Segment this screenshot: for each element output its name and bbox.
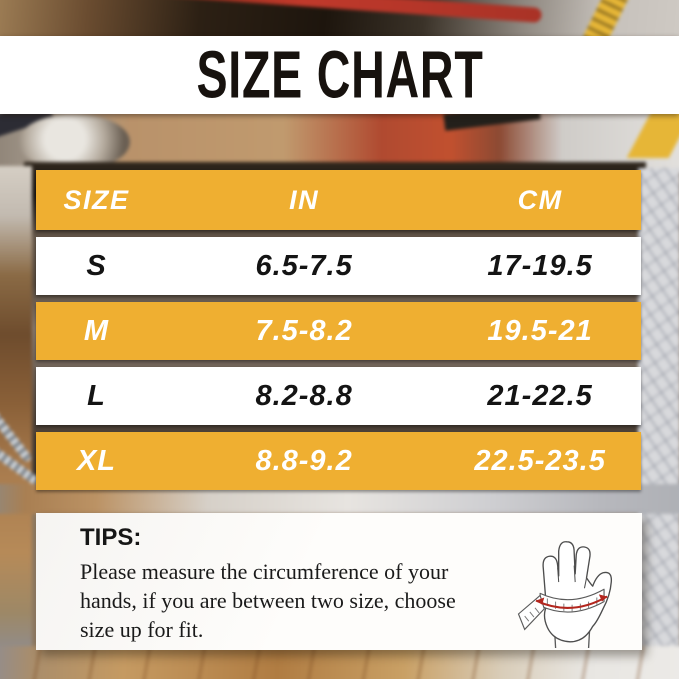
cell-size: XL xyxy=(76,444,117,477)
size-table xyxy=(36,170,641,497)
cell-cm: 19.5-21 xyxy=(487,314,593,347)
cell-in: 8.8-9.2 xyxy=(255,444,353,477)
hand-measure-icon xyxy=(510,514,628,648)
cell-cm: 22.5-23.5 xyxy=(474,444,606,477)
tips-line: size up for fit. xyxy=(80,617,204,642)
table-row xyxy=(36,237,641,295)
cell-size: S xyxy=(86,249,107,282)
tips-panel xyxy=(36,513,642,650)
title-banner xyxy=(0,36,679,114)
cell-in: 7.5-8.2 xyxy=(255,314,353,347)
cell-cm: 21-22.5 xyxy=(487,379,593,412)
cell-size: M xyxy=(83,314,110,347)
column-header-cm: CM xyxy=(517,184,563,215)
cell-in: 6.5-7.5 xyxy=(255,249,353,282)
table-header-row xyxy=(36,170,641,230)
tips-heading: TIPS: xyxy=(80,524,142,551)
photo-left-edge xyxy=(0,166,32,662)
column-header-in: IN xyxy=(289,184,320,215)
cell-in: 8.2-8.8 xyxy=(255,379,353,412)
cell-cm: 17-19.5 xyxy=(487,249,593,282)
table-row xyxy=(36,432,641,490)
cell-size: L xyxy=(87,379,106,412)
tips-line: Please measure the circumference of your xyxy=(80,559,449,584)
tips-line: hands, if you are between two size, choose xyxy=(80,588,456,613)
table-row xyxy=(36,302,641,360)
page-title: SIZE CHART xyxy=(195,37,484,113)
table-row xyxy=(36,367,641,425)
column-header-size: SIZE xyxy=(63,184,130,215)
tips-body xyxy=(80,557,456,644)
wood-plank-bottom-strip xyxy=(0,646,679,679)
